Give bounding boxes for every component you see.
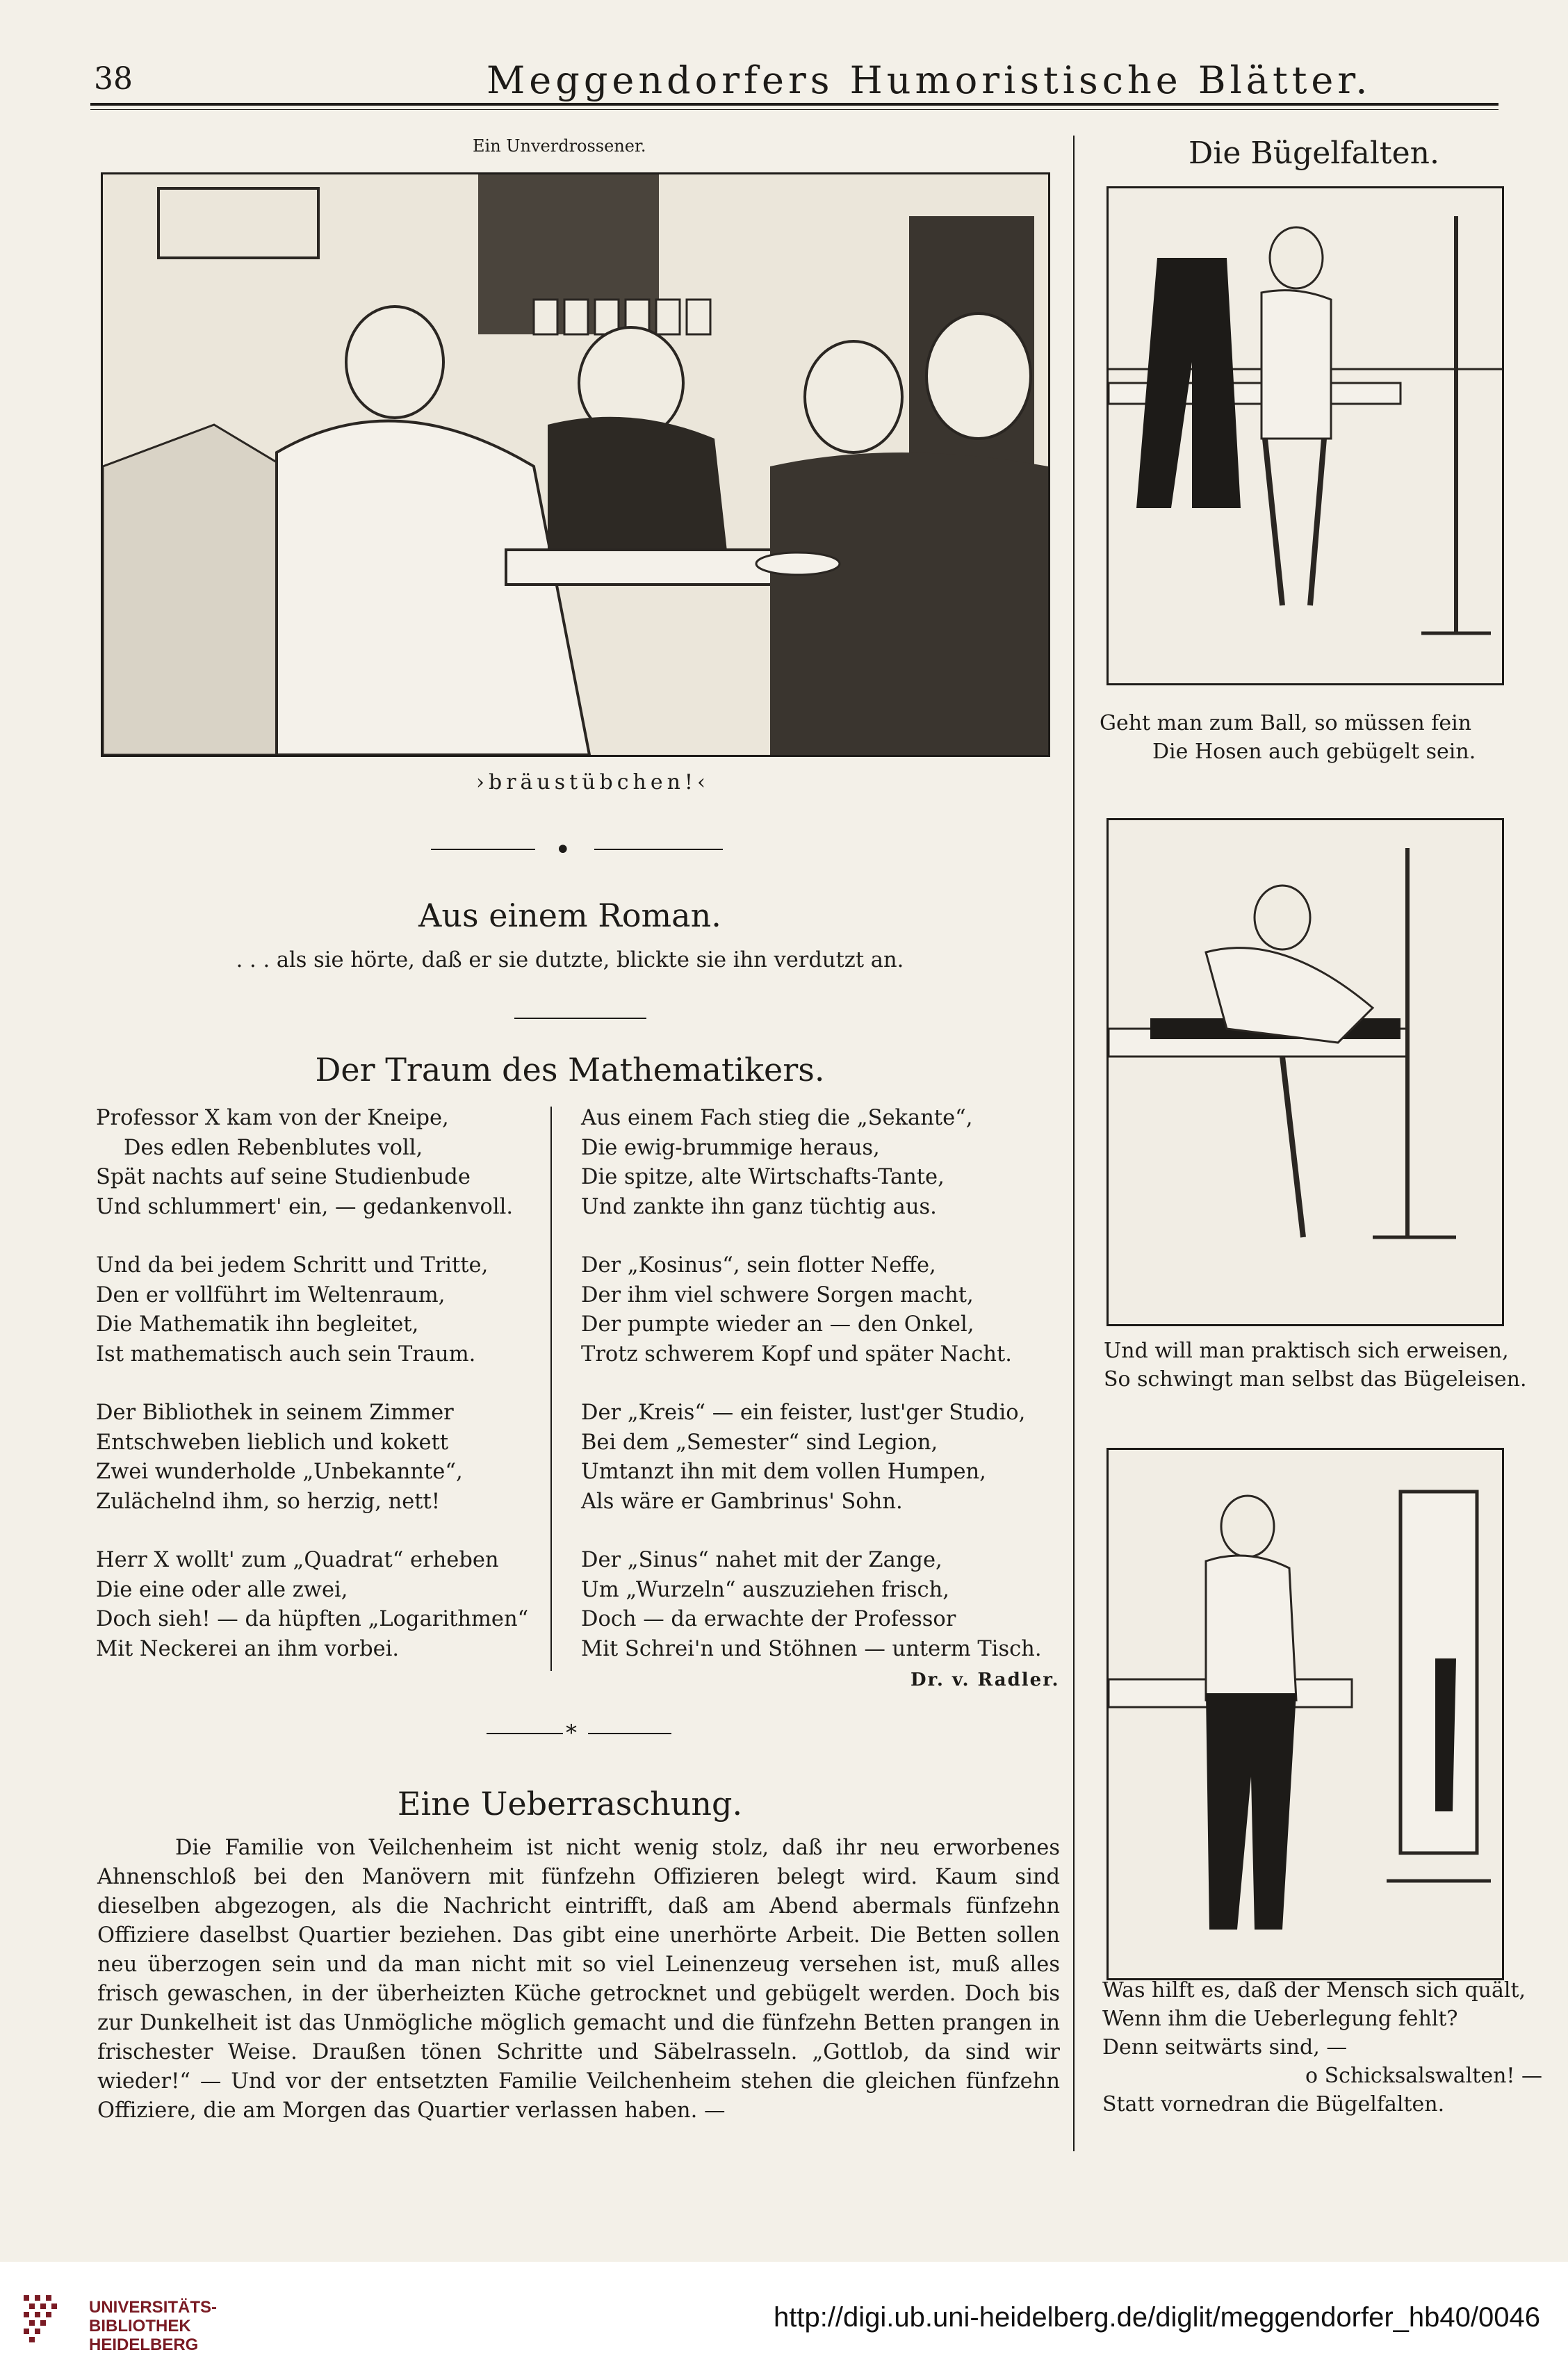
page-number: 38 [94,61,133,97]
stanza-2 [96,1251,544,1369]
poem-line: Mit Schrei'n und Stöhnen — unterm Tisch. [581,1636,1042,1661]
poem-line: Und schlummert' ein, — gedankenvoll. [96,1194,514,1219]
man-ironing-illustration [1106,818,1504,1326]
poem-line: Umtanzt ihn mit dem vollen Humpen, [581,1460,986,1484]
poem-line: Bei dem „Semester“ sind Legion, [581,1430,938,1455]
poem-line: Und zankte ihn ganz tüchtig aus. [581,1194,937,1219]
poem-line: Als wäre er Gambrinus' Sohn. [581,1489,903,1514]
poem-line: Doch sieh! — da hüpften „Logarithmen“ [96,1607,529,1631]
poem-line: Die ewig-brummige heraus, [581,1135,880,1160]
panel-2-caption [1104,1337,1526,1394]
poem-line: Spät nachts auf seine Studienbude [96,1165,471,1189]
caption-line: Statt vornedran die Bügelfalten. [1102,2092,1445,2117]
man-in-trousers-mirror-illustration [1106,1448,1504,1980]
poem-line: Den er vollführt im Weltenraum, [96,1282,446,1307]
stanza-3 [96,1398,544,1517]
ueberraschung-body: Die Familie von Veilchenheim ist nicht wenig stolz, daß ihr neu erworbenes Ahnenschloß bei den Manövern mit fünfzehn Offizieren belegt wird. Kaum sind dieselben abgezogen, als die Nachricht eintrifft, daß am Abend abermals fünfzehn Offiziere daselbst Quartier beziehen. Das gibt eine unerhörte Arbeit. Die Betten sollen neu überzogen sein und da man nicht mit so viel Leinenzeug versehen ist, muß alles frisch gewaschen, in der überheizten Küche getrocknet und gebügelt werden. Doch bis zur Dunkelheit ist das Unmögliche möglich gemacht und die fünfzehn Betten prangen in frischester Weise. Draußen tönen Schritte und Säbelrasseln. „Gottlob, da sind wir wieder!“ — Und vor der entsetzten Familie Veilchenheim stehen die gleichen fünfzehn Offiziere, die am Morgen das Quartier verlassen haben. — [97,1836,1060,2123]
poem-line: Und da bei jedem Schritt und Tritte, [96,1253,489,1278]
poem-line: Der „Kreis“ — ein feister, lust'ger Studio, [581,1401,1026,1425]
man-holding-trousers-illustration [1106,186,1504,685]
poem-line: Mit Neckerei an ihm vorbei. [96,1636,400,1661]
ornament-rule-right [594,849,723,850]
ueberraschung-title: Eine Ueberraschung. [397,1785,743,1822]
caption-line: Geht man zum Ball, so müssen fein [1100,711,1472,735]
footer-bar [0,2262,1568,2373]
header-rule-thin [90,109,1498,110]
illustration-caption: Ein Unverdrossener. [473,136,646,156]
poem-line: Entschweben lieblich und kokett [96,1430,449,1455]
section-rule [514,1018,646,1019]
poem-line: Die spitze, alte Wirtschafts-Tante, [581,1165,945,1189]
university-name-line: BIBLIOTHEK [89,2317,191,2335]
poem-left-column [96,1104,544,1693]
caption-line: So schwingt man selbst das Bügeleisen. [1104,1367,1527,1392]
beer-hall-illustration [101,172,1050,757]
aus-roman-title: Aus einem Roman. [418,897,721,934]
poem-line: Professor X kam von der Kneipe, [96,1106,449,1130]
illustration-subcaption: ›bräustübchen!‹ [476,770,710,794]
asterisk-ornament: * [566,1720,577,1746]
aus-roman-text: . . . als sie hörte, daß er sie dutzte, blickte sie ihn verdutzt an. [236,948,904,972]
caption-line: Denn seitwärts sind, — [1102,2035,1348,2060]
poem-line: Um „Wurzeln“ auszuziehen frisch, [581,1577,949,1602]
poem-right-column [581,1104,1061,1693]
stanza-5 [581,1104,1061,1222]
asterisk-rule-right [588,1733,671,1734]
caption-line: Was hilft es, daß der Mensch sich quält, [1102,1978,1526,2003]
asterisk-rule-left [487,1733,563,1734]
poem-author: Dr. v. Radler. [910,1670,1060,1690]
poem-line: Ist mathematisch auch sein Traum. [96,1342,476,1367]
stanza-8 [581,1546,1061,1664]
university-name [89,2298,217,2354]
caption-line: Und will man praktisch sich erweisen, [1104,1339,1509,1363]
stanza-7 [581,1398,1061,1517]
poem-line: Aus einem Fach stieg die „Sekante“, [581,1106,973,1130]
university-logo-icon [17,2290,79,2352]
caption-line: Die Hosen auch gebügelt sein. [1152,740,1476,764]
stanza-1 [96,1104,544,1222]
stanza-4 [96,1546,544,1664]
poem-line: Die eine oder alle zwei, [96,1577,348,1602]
source-url-link[interactable]: http://digi.ub.uni-heidelberg.de/diglit/meggendorfer_hb40/0046 [773,2302,1540,2333]
stanza-6 [581,1251,1061,1369]
poem-divider [550,1107,552,1671]
traum-title: Der Traum des Mathematikers. [315,1051,825,1088]
poem-line: Der Bibliothek in seinem Zimmer [96,1401,454,1425]
ornament-dot: • [555,834,571,866]
poem-line: Die Mathematik ihn begleitet, [96,1312,419,1337]
poem-line: Des edlen Rebenblutes voll, [124,1135,423,1160]
poem-line: Doch — da erwachte der Professor [581,1607,956,1631]
buegelfalten-title: Die Bügelfalten. [1189,136,1439,171]
poem-line: Herr X wollt' zum „Quadrat“ erheben [96,1548,499,1572]
caption-line: Wenn ihm die Ueberlegung fehlt? [1102,2007,1458,2031]
poem-line: Der ihm viel schwere Sorgen macht, [581,1282,974,1307]
ornament-rule-left [431,849,535,850]
caption-line: o Schicksalswalten! — [1305,2064,1543,2088]
column-divider [1073,136,1075,2151]
panel-1-caption [1100,709,1476,766]
poem-line: Trotz schwerem Kopf und später Nacht. [581,1342,1012,1367]
header-rule [90,103,1498,106]
poem-line: Zulächelnd ihm, so herzig, nett! [96,1489,441,1514]
panel-3-caption [1102,1976,1542,2119]
poem-line: Der pumpte wieder an — den Onkel, [581,1312,974,1337]
poem-line: Der „Sinus“ nahet mit der Zange, [581,1548,942,1572]
university-name-line: UNIVERSITÄTS- [89,2298,218,2317]
poem-line: Der „Kosinus“, sein flotter Neffe, [581,1253,936,1278]
running-title: Meggendorfers Humoristische Blätter. [487,58,1372,102]
poem-line: Zwei wunderholde „Unbekannte“, [96,1460,463,1484]
university-name-line: HEIDELBERG [89,2335,199,2354]
